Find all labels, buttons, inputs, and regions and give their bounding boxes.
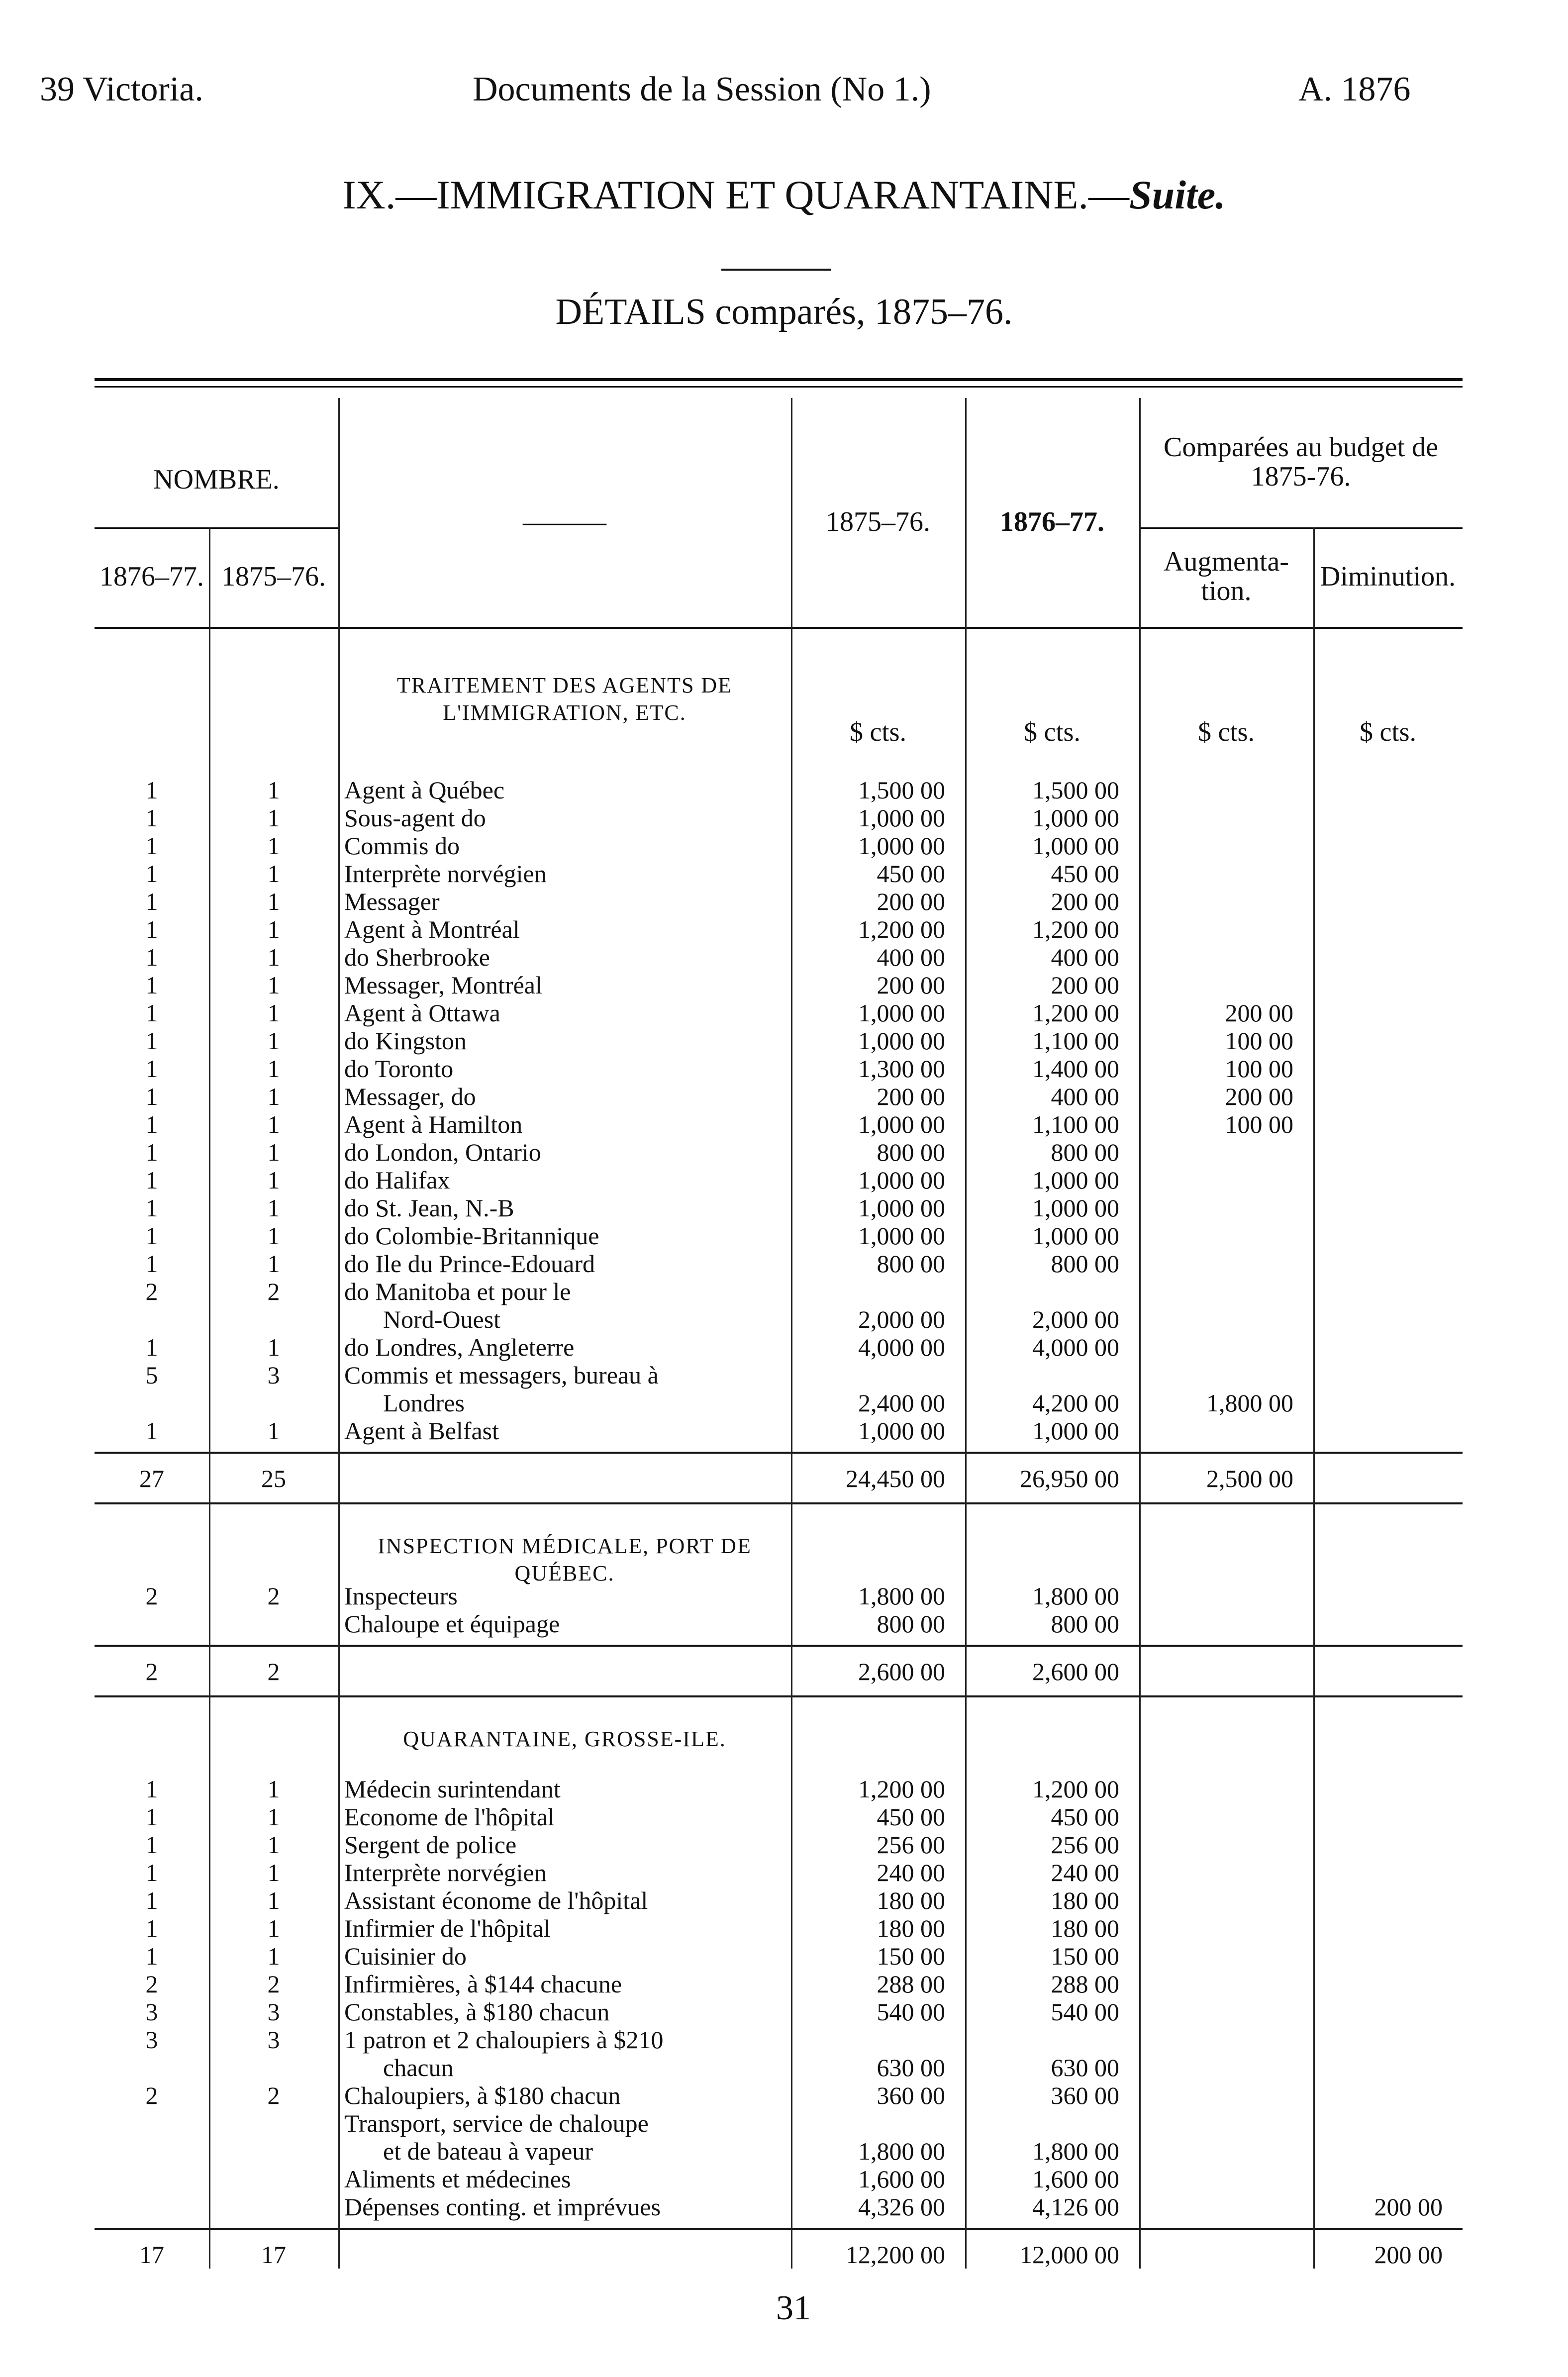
nombre-1876-77: 1 [145,1886,158,1914]
column-rule [965,627,967,2269]
row-description: Commis et messagers, bureau à [344,1361,659,1389]
total-nombre-1876-77: 2 [145,1658,158,1685]
nombre-1876-77: 1 [145,999,158,1027]
page-number: 31 [776,2289,811,2327]
row-description: Messager, Montréal [344,971,542,999]
nombre-1876-77: 1 [145,1942,158,1970]
row-description: do Toronto [344,1055,454,1083]
row-description-continued: Nord-Ouest [383,1305,501,1333]
nombre-1876-77: 1 [145,1775,158,1803]
nombre-1875-76: 1 [267,1138,280,1166]
amount-1876-77: 150 00 [1051,1942,1119,1970]
running-head-right: A. 1876 [1298,70,1411,108]
running-head-center: Documents de la Session (No 1.) [473,70,931,108]
total-1875-76: 24,450 00 [846,1465,945,1492]
nombre-1876-77: 1 [145,1110,158,1138]
amount-1876-77: 200 00 [1051,971,1119,999]
amount-1876-77: 1,200 00 [1032,915,1119,943]
row-description: Cuisinier do [344,1942,467,1970]
nombre-1876-77: 1 [145,1859,158,1886]
section-title: INSPECTION MÉDICALE, PORT DE QUÉBEC. [378,1534,752,1585]
row-description: 1 patron et 2 chaloupiers à $210 [344,2026,664,2054]
amount-1876-77: 4,126 00 [1032,2193,1119,2221]
row-description: Agent à Ottawa [344,999,500,1027]
column-rule [1313,627,1315,2269]
row-description: Sous-agent do [344,804,486,832]
col-header-diminution: Diminution. [1320,561,1456,592]
amount-1875-76: 1,000 00 [858,1027,945,1055]
row-description: Infirmières, à $144 chacune [344,1970,622,1998]
section-end-rule [95,1695,1463,1697]
amount-1875-76: 800 00 [877,1250,945,1278]
column-rule [209,627,210,2269]
amount-1876-77: 4,000 00 [1032,1333,1119,1361]
col-header-year-1875: 1875–76. [826,506,930,537]
amount-1876-77: 450 00 [1051,860,1119,888]
row-description: Interprète norvégien [344,860,547,888]
amount-1876-77: 1,800 00 [1032,1582,1119,1610]
nombre-1876-77: 2 [145,1582,158,1610]
nombre-1875-76: 1 [267,1886,280,1914]
title-text: IX.—IMMIGRATION ET QUARANTAINE.— [342,172,1129,217]
amount-1875-76: 800 00 [877,1138,945,1166]
amount-1876-77: 400 00 [1051,943,1119,971]
nombre-1876-77: 1 [145,1138,158,1166]
row-description: Interprète norvégien [344,1859,547,1886]
nombre-1875-76: 1 [267,915,280,943]
total-rule [95,2228,1463,2230]
column-rule [1139,398,1141,627]
nombre-1875-76: 1 [267,1914,280,1942]
column-rule [791,627,792,2269]
amount-1875-76: 2,000 00 [858,1305,945,1333]
nombre-1875-76: 1 [267,1110,280,1138]
nombre-1875-76: 1 [267,1222,280,1250]
nombre-1876-77: 3 [145,2026,158,2054]
nombre-1875-76: 1 [267,1803,280,1831]
amount-1875-76: 240 00 [877,1859,945,1886]
nombre-1875-76: 1 [267,776,280,804]
page-title [0,172,1568,218]
column-rule [791,398,792,627]
nombre-1875-76: 2 [267,1970,280,1998]
nombre-1875-76: 2 [267,1582,280,1610]
row-description: do Londres, Angleterre [344,1333,575,1361]
unit-label: $ cts. [1024,717,1080,747]
row-description: Messager, do [344,1083,476,1110]
nombre-1876-77: 1 [145,1166,158,1194]
amount-1875-76: 1,000 00 [858,1222,945,1250]
amount-augmentation: 1,800 00 [1206,1389,1293,1417]
nombre-1875-76: 1 [267,1775,280,1803]
amount-1875-76: 150 00 [877,1942,945,1970]
amount-1875-76: 200 00 [877,1083,945,1110]
nombre-1876-77: 1 [145,1055,158,1083]
nombre-1876-77: 2 [145,1278,158,1305]
row-description: Agent à Montréal [344,915,520,943]
nombre-1876-77: 1 [145,1417,158,1445]
header-bottom-rule [95,627,1463,629]
row-description: do London, Ontario [344,1138,541,1166]
amount-1875-76: 1,200 00 [858,915,945,943]
row-description: do Ile du Prince-Edouard [344,1250,595,1278]
nombre-1876-77: 1 [145,1194,158,1222]
amount-augmentation: 100 00 [1225,1055,1293,1083]
amount-1876-77: 400 00 [1051,1083,1119,1110]
amount-1875-76: 1,000 00 [858,999,945,1027]
nombre-1876-77: 1 [145,1333,158,1361]
title-suite: Suite. [1129,172,1226,217]
row-description: Assistant économe de l'hôpital [344,1886,648,1914]
nombre-1875-76: 1 [267,1083,280,1110]
amount-1875-76: 4,326 00 [858,2193,945,2221]
nombre-1875-76: 1 [267,860,280,888]
amount-augmentation: 200 00 [1225,999,1293,1027]
nombre-1875-76: 1 [267,804,280,832]
row-description: Inspecteurs [344,1582,458,1610]
amount-1875-76: 540 00 [877,1998,945,2026]
amount-1876-77: 1,000 00 [1032,1417,1119,1445]
unit-label: $ cts. [1360,717,1416,747]
amount-1875-76: 1,000 00 [858,1194,945,1222]
nombre-1876-77: 1 [145,943,158,971]
nombre-1876-77: 1 [145,1083,158,1110]
amount-1876-77: 1,200 00 [1032,999,1119,1027]
row-description: Messager [344,888,440,915]
row-description: Sergent de police [344,1831,517,1859]
col-header-1876-77: 1876–77. [99,561,204,592]
row-description: do Sherbrooke [344,943,490,971]
nombre-1876-77: 2 [145,2081,158,2109]
row-description: Agent à Belfast [344,1417,499,1445]
total-augmentation: 2,500 00 [1206,1465,1293,1492]
total-1876-77: 12,000 00 [1020,2241,1119,2269]
amount-1876-77: 800 00 [1051,1250,1119,1278]
amount-1875-76: 450 00 [877,860,945,888]
nombre-1875-76: 1 [267,999,280,1027]
nombre-1876-77: 2 [145,1970,158,1998]
amount-1875-76: 1,000 00 [858,804,945,832]
nombre-1875-76: 1 [267,971,280,999]
nombre-1875-76: 1 [267,1417,280,1445]
amount-1875-76: 4,000 00 [858,1333,945,1361]
row-description-continued: Londres [383,1389,465,1417]
unit-label: $ cts. [850,717,906,747]
amount-1875-76: 1,800 00 [858,2137,945,2165]
row-description: Médecin surintendant [344,1775,561,1803]
amount-1876-77: 288 00 [1051,1970,1119,1998]
amount-1876-77: 200 00 [1051,888,1119,915]
amount-1875-76: 200 00 [877,888,945,915]
amount-1875-76: 1,000 00 [858,1110,945,1138]
col-header-augmentation: Augmenta-tion. [1164,546,1289,606]
amount-1876-77: 2,000 00 [1032,1305,1119,1333]
row-description-continued: chacun [383,2054,454,2081]
amount-augmentation: 100 00 [1225,1027,1293,1055]
amount-1875-76: 360 00 [877,2081,945,2109]
col-header-year-1876: 1876–77. [1000,506,1104,537]
row-description: do Colombie-Britannique [344,1222,599,1250]
amount-1876-77: 800 00 [1051,1138,1119,1166]
row-description: Chaloupe et équipage [344,1610,560,1638]
section-title: QUARANTAINE, GROSSE-ILE. [403,1727,726,1751]
amount-1875-76: 1,300 00 [858,1055,945,1083]
amount-1876-77: 360 00 [1051,2081,1119,2109]
row-description: Agent à Québec [344,776,505,804]
amount-1876-77: 1,100 00 [1032,1027,1119,1055]
amount-1875-76: 180 00 [877,1886,945,1914]
row-description: do St. Jean, N.-B [344,1194,514,1222]
amount-1876-77: 256 00 [1051,1831,1119,1859]
total-nombre-1875-76: 25 [261,1465,286,1492]
nombre-1875-76: 1 [267,1166,280,1194]
nombre-1875-76: 1 [267,1250,280,1278]
total-nombre-1876-77: 17 [139,2241,164,2269]
row-description: Infirmier de l'hôpital [344,1914,551,1942]
row-description: Constables, à $180 chacun [344,1998,610,2026]
unit-label: $ cts. [1198,717,1255,747]
amount-1876-77: 630 00 [1051,2054,1119,2081]
amount-1875-76: 450 00 [877,1803,945,1831]
row-description: do Manitoba et pour le [344,1278,571,1305]
amount-1876-77: 1,000 00 [1032,804,1119,832]
total-1875-76: 2,600 00 [858,1658,945,1685]
total-1876-77: 2,600 00 [1032,1658,1119,1685]
nombre-1876-77: 3 [145,1998,158,2026]
row-description: Dépenses conting. et imprévues [344,2193,661,2221]
nombre-1876-77: 1 [145,1222,158,1250]
total-nombre-1875-76: 17 [261,2241,286,2269]
header-rule [1139,527,1463,529]
amount-augmentation: 200 00 [1225,1083,1293,1110]
total-rule [95,1645,1463,1647]
row-description: do Kingston [344,1027,467,1055]
amount-1875-76: 1,600 00 [858,2165,945,2193]
amount-1876-77: 4,200 00 [1032,1389,1119,1417]
col-header-description: ——— [523,506,606,537]
row-description: Agent à Hamilton [344,1110,523,1138]
subtitle: DÉTAILS comparés, 1875–76. [555,292,1013,332]
column-rule [338,627,340,2269]
nombre-1876-77: 1 [145,860,158,888]
amount-1875-76: 1,200 00 [858,1775,945,1803]
amount-1876-77: 450 00 [1051,1803,1119,1831]
row-description: do Halifax [344,1166,450,1194]
nombre-1876-77: 1 [145,1831,158,1859]
nombre-1876-77: 1 [145,915,158,943]
amount-1876-77: 1,800 00 [1032,2137,1119,2165]
total-rule [95,1452,1463,1454]
col-header-nombre: NOMBRE. [153,464,280,495]
nombre-1875-76: 2 [267,2081,280,2109]
amount-augmentation: 100 00 [1225,1110,1293,1138]
amount-diminution: 200 00 [1374,2193,1443,2221]
nombre-1875-76: 1 [267,1194,280,1222]
nombre-1875-76: 1 [267,1831,280,1859]
total-nombre-1875-76: 2 [267,1658,280,1685]
nombre-1876-77: 1 [145,1803,158,1831]
nombre-1875-76: 3 [267,1361,280,1389]
row-description-continued: et de bateau à vapeur [383,2137,593,2165]
amount-1876-77: 180 00 [1051,1886,1119,1914]
amount-1876-77: 1,400 00 [1032,1055,1119,1083]
nombre-1876-77: 1 [145,832,158,860]
section-end-rule [95,1502,1463,1504]
nombre-1875-76: 1 [267,1027,280,1055]
nombre-1875-76: 1 [267,832,280,860]
amount-1875-76: 1,000 00 [858,1166,945,1194]
nombre-1876-77: 1 [145,888,158,915]
column-rule [1139,627,1141,2269]
amount-1875-76: 1,000 00 [858,1417,945,1445]
table-top-rule [95,386,1463,388]
nombre-1875-76: 1 [267,888,280,915]
amount-1875-76: 800 00 [877,1610,945,1638]
title-rule [721,269,831,271]
nombre-1876-77: 1 [145,1250,158,1278]
amount-1876-77: 1,000 00 [1032,1194,1119,1222]
header-rule [95,527,338,529]
row-description: Chaloupiers, à $180 chacun [344,2081,621,2109]
nombre-1875-76: 1 [267,1333,280,1361]
nombre-1876-77: 1 [145,971,158,999]
amount-1876-77: 240 00 [1051,1859,1119,1886]
column-rule [1313,527,1315,627]
nombre-1875-76: 3 [267,1998,280,2026]
total-1876-77: 26,950 00 [1020,1465,1119,1492]
running-head-left: 39 Victoria. [40,70,203,108]
total-1875-76: 12,200 00 [846,2241,945,2269]
amount-1876-77: 1,100 00 [1032,1110,1119,1138]
nombre-1875-76: 2 [267,1278,280,1305]
row-description: Transport, service de chaloupe [344,2109,649,2137]
nombre-1875-76: 1 [267,1859,280,1886]
amount-1875-76: 2,400 00 [858,1389,945,1417]
nombre-1876-77: 1 [145,804,158,832]
amount-1875-76: 180 00 [877,1914,945,1942]
nombre-1876-77: 1 [145,1027,158,1055]
column-rule [965,398,967,627]
nombre-1876-77: 5 [145,1361,158,1389]
amount-1875-76: 400 00 [877,943,945,971]
amount-1876-77: 1,600 00 [1032,2165,1119,2193]
amount-1876-77: 540 00 [1051,1998,1119,2026]
amount-1875-76: 200 00 [877,971,945,999]
amount-1875-76: 1,000 00 [858,832,945,860]
total-nombre-1876-77: 27 [139,1465,164,1492]
amount-1875-76: 256 00 [877,1831,945,1859]
nombre-1876-77: 1 [145,1914,158,1942]
amount-1875-76: 288 00 [877,1970,945,1998]
amount-1876-77: 180 00 [1051,1914,1119,1942]
row-description: Commis do [344,832,460,860]
amount-1876-77: 1,000 00 [1032,832,1119,860]
column-rule [338,398,340,627]
nombre-1875-76: 1 [267,943,280,971]
table-top-rule [95,378,1463,381]
col-header-1875-76: 1875–76. [221,561,326,592]
col-header-comparees: Comparées au budget de 1875-76. [1163,432,1439,492]
nombre-1875-76: 1 [267,1942,280,1970]
amount-1875-76: 630 00 [877,2054,945,2081]
amount-1876-77: 1,000 00 [1032,1222,1119,1250]
nombre-1876-77: 1 [145,776,158,804]
nombre-1875-76: 3 [267,2026,280,2054]
row-description: Aliments et médecines [344,2165,571,2193]
amount-1876-77: 1,500 00 [1032,776,1119,804]
amount-1875-76: 1,800 00 [858,1582,945,1610]
amount-1875-76: 1,500 00 [858,776,945,804]
amount-1876-77: 800 00 [1051,1610,1119,1638]
row-description: Econome de l'hôpital [344,1803,555,1831]
section-title: TRAITEMENT DES AGENTS DE L'IMMIGRATION, ETC. [396,673,733,725]
total-diminution: 200 00 [1374,2241,1443,2269]
amount-1876-77: 1,200 00 [1032,1775,1119,1803]
amount-1876-77: 1,000 00 [1032,1166,1119,1194]
column-rule [209,527,210,627]
nombre-1875-76: 1 [267,1055,280,1083]
